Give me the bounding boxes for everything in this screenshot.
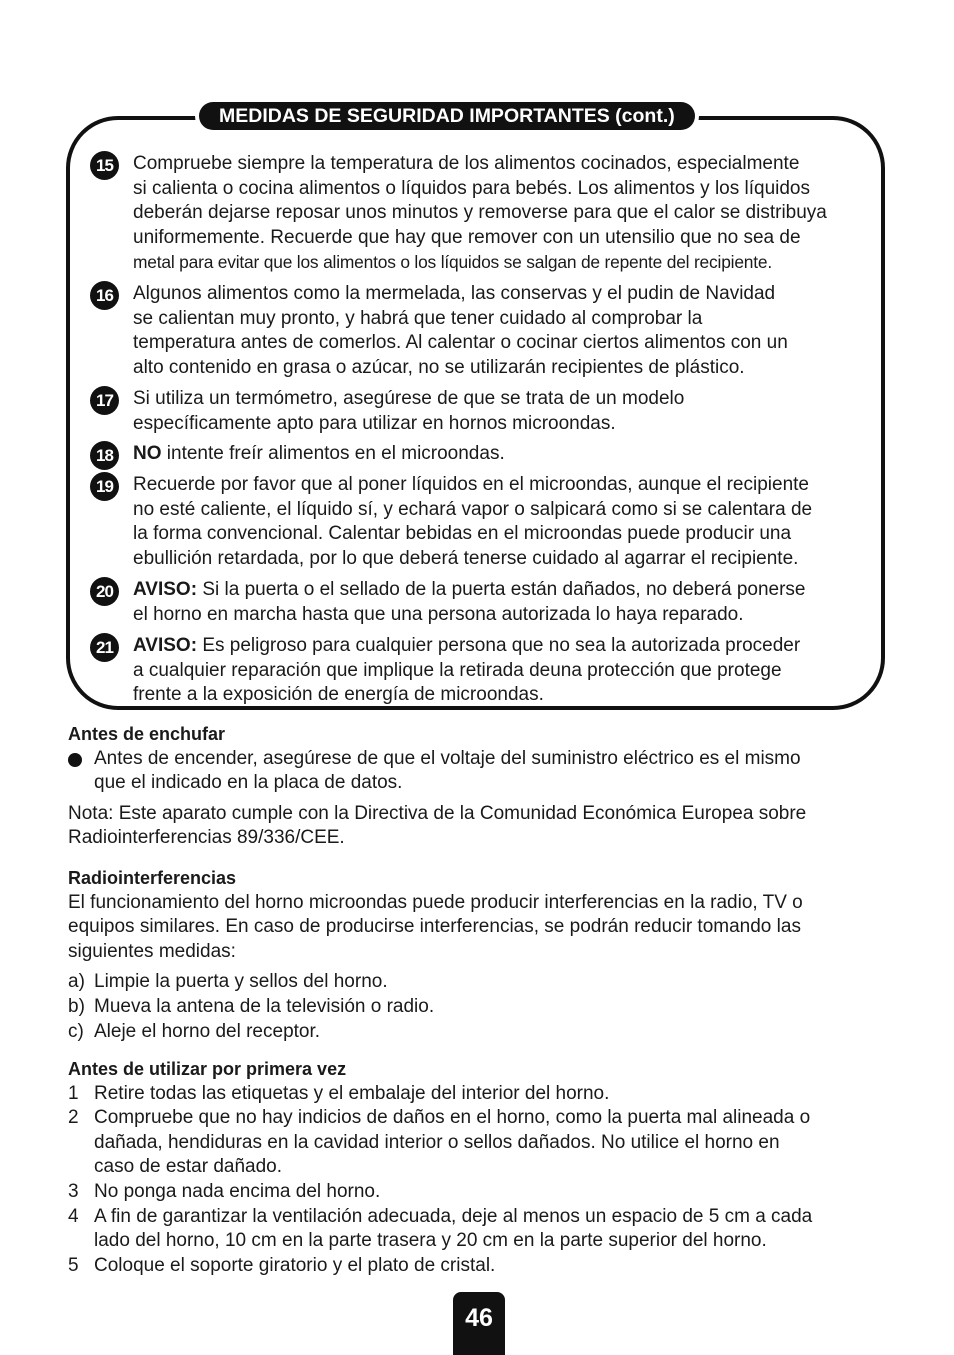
item-text-line: Si utiliza un termómetro, asegúrese de que se trata de un modelo <box>133 388 685 409</box>
list-text: Limpie la puerta y sellos del horno. <box>94 971 388 993</box>
list-item <box>68 1082 888 1107</box>
bullet-text-line: Antes de encender, asegúrese de que el voltaje del suministro eléctrico es el mismo <box>94 747 801 769</box>
paragraph-line: equipos similares. En caso de producirse interferencias, se podrán reducir tomando las <box>68 916 801 938</box>
list-text-line: Retire todas las etiquetas y el embalaje del interior del horno. <box>94 1082 610 1104</box>
item-text-line: deberán dejarse reposar unos minutos y removerse para que el calor se distribuya <box>133 202 827 224</box>
section-heading: Radiointerferencias <box>68 868 237 888</box>
bullet-icon <box>68 753 82 767</box>
section-heading: Antes de utilizar por primera vez <box>68 1059 347 1079</box>
safety-box-title: MEDIDAS DE SEGURIDAD IMPORTANTES (cont.) <box>199 102 695 130</box>
item-number-badge: 19 <box>90 472 119 501</box>
note-paragraph <box>68 802 888 851</box>
paragraph-line: siguientes medidas: <box>68 940 236 962</box>
item-number-badge: 17 <box>90 386 119 415</box>
list-item <box>68 1254 888 1279</box>
item-text-line: el horno en marcha hasta que una persona autorizada lo haya reparado. <box>133 603 744 625</box>
list-item <box>68 995 888 1020</box>
item-text-line: Algunos alimentos como la mermelada, las conservas y el pudin de Navidad <box>133 283 776 304</box>
item-number-badge: 16 <box>90 281 119 310</box>
item-number-badge: 18 <box>90 441 119 470</box>
item-text-line: frente a la exposición de energía de microondas. <box>133 684 544 706</box>
list-text-line: lado del horno, 10 cm en la parte trasera y 20 cm en la parte superior del horno. <box>94 1230 767 1252</box>
item-text-line: se calientan muy pronto, y habrá que tener cuidado al comprobar la <box>133 307 703 329</box>
item-number-badge: 20 <box>90 577 119 606</box>
section-radio-interference <box>68 866 888 1044</box>
list-item <box>68 1106 888 1180</box>
item-text-line: temperatura antes de comerlos. Al calentar o cocinar ciertos alimentos con un <box>133 332 788 354</box>
warning-label: AVISO: <box>133 635 198 656</box>
item-text: Si la puerta o el sellado de la puerta están dañados, no deberá ponerse <box>197 579 806 600</box>
list-marker: 1 <box>68 1082 79 1104</box>
item-text-line: Compruebe siempre la temperatura de los alimentos cocinados, especialmente <box>133 153 800 174</box>
bullet-item <box>68 747 888 796</box>
page-number: 46 <box>453 1292 505 1355</box>
item-text-line: específicamente apto para utilizar en hornos microondas. <box>133 412 616 434</box>
item-text-line: la forma convencional. Calentar bebidas en el microondas puede producir una <box>133 523 792 545</box>
list-marker: 2 <box>68 1107 79 1129</box>
list-text-line: A fin de garantizar la ventilación adecuada, deje al menos un espacio de 5 cm a cada <box>94 1205 813 1227</box>
list-item <box>68 970 888 995</box>
list-text-line: No ponga nada encima del horno. <box>94 1180 381 1202</box>
list-text: Aleje el horno del receptor. <box>94 1020 321 1042</box>
bold-keyword: NO <box>133 443 162 464</box>
list-text-line: dañada, hendiduras en la cavidad interior o sellos dañados. No utilice el horno en <box>94 1131 780 1153</box>
item-text-line: alto contenido en grasa o azúcar, no se utilizarán recipientes de plástico. <box>133 356 745 378</box>
list-item <box>68 1205 888 1254</box>
list-item <box>68 1020 888 1045</box>
section-first-use <box>68 1057 888 1278</box>
list-text-line: Compruebe que no hay indicios de daños en el horno, como la puerta mal alineada o <box>94 1107 811 1129</box>
item-text-line: uniformemente. Recuerde que hay que remover con un utensilio que no sea de <box>133 226 801 248</box>
item-text: Es peligroso para cualquier persona que no sea la autorizada proceder <box>197 635 801 656</box>
list-text-line: Coloque el soporte giratorio y el plato de cristal. <box>94 1254 496 1276</box>
list-marker: a) <box>68 971 85 993</box>
item-text-line: ebullición retardada, por lo que deberá tenerse cuidado al agarrar el recipiente. <box>133 547 799 569</box>
bullet-text-line: que el indicado en la placa de datos. <box>94 772 403 794</box>
item-text-line: Recuerde por favor que al poner líquidos en el microondas, aunque el recipiente <box>133 474 809 495</box>
item-text-line: si calienta o cocina alimentos o líquidos para bebés. Los alimentos y los líquidos <box>133 177 810 199</box>
item-number-badge: 15 <box>90 151 119 180</box>
section-before-plugging <box>68 722 888 851</box>
item-text-line: a cualquier reparación que implique la retirada deuna protección que protege <box>133 659 782 681</box>
list-marker: c) <box>68 1020 84 1042</box>
section-heading: Antes de enchufar <box>68 724 226 744</box>
item-text-line: metal para evitar que los alimentos o los líquidos se salgan de repente del recipiente. <box>133 252 773 273</box>
item-number-badge: 21 <box>90 633 119 662</box>
list-marker: 3 <box>68 1180 79 1202</box>
list-text: Mueva la antena de la televisión o radio. <box>94 995 435 1017</box>
list-marker: 4 <box>68 1205 79 1227</box>
note-text-line: Radiointerferencias 89/336/CEE. <box>68 827 345 849</box>
item-text-line: no esté caliente, el líquido sí, y echará vapor o salpicará como si se calentara de <box>133 498 813 520</box>
list-marker: b) <box>68 995 85 1017</box>
radio-paragraph <box>68 891 888 965</box>
paragraph-line: El funcionamiento del horno microondas puede producir interferencias en la radio, TV o <box>68 891 803 913</box>
measures-list <box>68 970 888 1044</box>
list-marker: 5 <box>68 1254 79 1276</box>
list-text-line: caso de estar dañado. <box>94 1156 283 1178</box>
note-text-line: Nota: Este aparato cumple con la Directiva de la Comunidad Económica Europea sobre <box>68 802 807 824</box>
item-text: intente freír alimentos en el microondas. <box>161 443 505 464</box>
warning-label: AVISO: <box>133 579 198 600</box>
list-item <box>68 1180 888 1205</box>
